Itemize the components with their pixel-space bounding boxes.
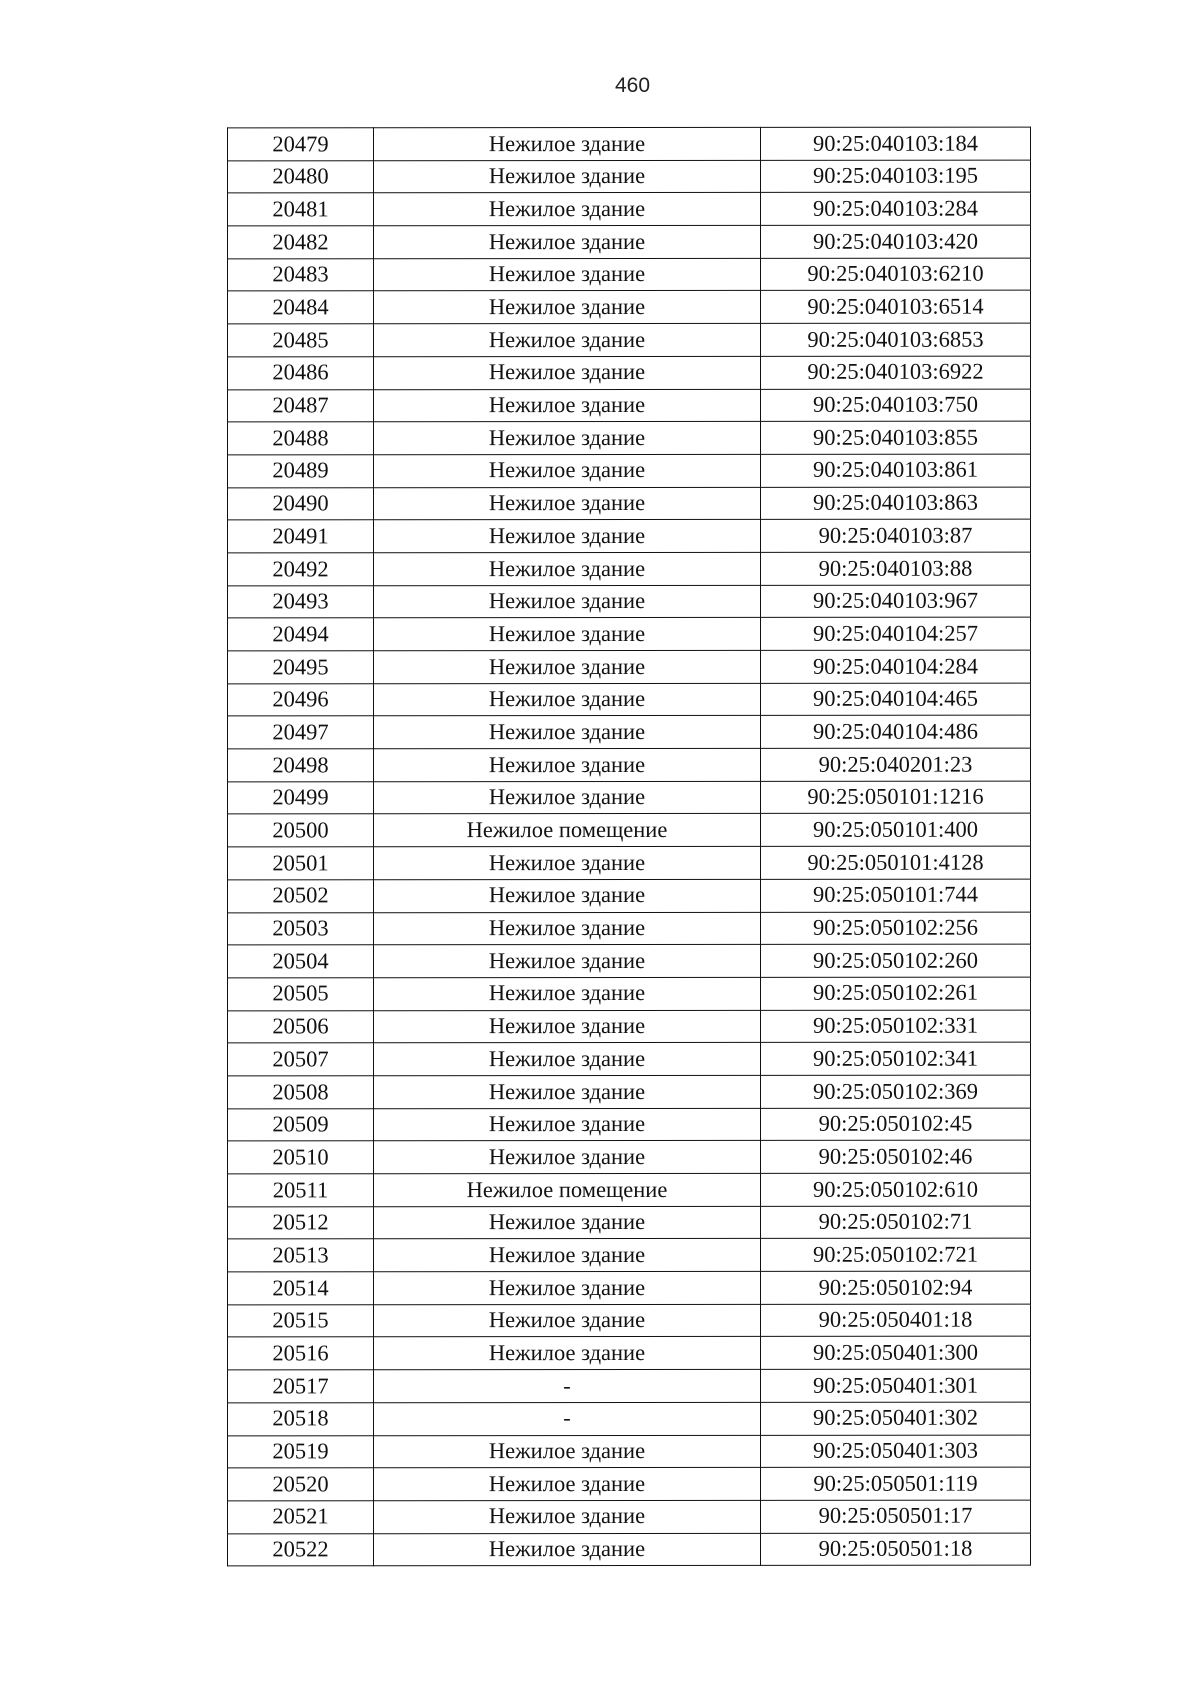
object-type-cell: Нежилое здание [374,552,761,585]
row-number-cell: 20483 [228,259,374,292]
cadastral-number-cell: 90:25:050102:94 [761,1271,1031,1304]
object-type-cell: Нежилое здание [374,1108,761,1141]
table-row [228,552,1031,586]
row-number-cell: 20485 [228,324,374,357]
table-row [228,1402,1031,1436]
object-type-cell: Нежилое здание [374,1206,761,1239]
cadastral-number-cell: 90:25:050401:301 [761,1369,1031,1402]
cadastral-number-cell: 90:25:050102:45 [761,1108,1031,1141]
table-row [228,1108,1031,1142]
object-type-cell: Нежилое здание [374,160,761,193]
table-row [228,1173,1031,1207]
row-number-cell: 20517 [228,1370,374,1403]
object-type-cell: Нежилое помещение [374,814,761,847]
cadastral-number-cell: 90:25:040103:6853 [761,323,1031,356]
row-number-cell: 20494 [228,618,374,651]
row-number-cell: 20488 [228,422,374,455]
object-type-cell: Нежилое здание [374,912,761,945]
row-number-cell: 20522 [228,1533,374,1566]
cadastral-number-cell: 90:25:040103:184 [761,127,1031,160]
row-number-cell: 20521 [228,1501,374,1534]
object-type-cell: Нежилое здание [374,258,761,291]
table-row [228,1140,1031,1174]
row-number-cell: 20515 [228,1305,374,1338]
cadastral-number-cell: 90:25:050501:18 [761,1533,1031,1566]
object-type-cell: Нежилое здание [374,1500,761,1533]
row-number-cell: 20487 [228,389,374,422]
cadastral-number-cell: 90:25:050102:261 [761,977,1031,1010]
cadastral-number-cell: 90:25:040103:855 [761,421,1031,454]
table-row [228,1042,1031,1076]
row-number-cell: 20491 [228,520,374,553]
cadastral-number-cell: 90:25:050102:331 [761,1010,1031,1043]
cadastral-number-cell: 90:25:040103:6514 [761,291,1031,324]
cadastral-number-cell: 90:25:050101:1216 [761,781,1031,814]
row-number-cell: 20506 [228,1010,374,1043]
object-type-cell: Нежилое здание [374,1337,761,1370]
cadastral-number-cell: 90:25:050102:46 [761,1140,1031,1173]
table-row [228,617,1031,651]
table-row [228,291,1031,325]
table-row [228,1075,1031,1109]
row-number-cell: 20503 [228,912,374,945]
row-number-cell: 20512 [228,1206,374,1239]
object-type-cell: Нежилое здание [374,291,761,324]
object-type-cell: Нежилое здание [374,748,761,781]
row-number-cell: 20492 [228,553,374,586]
row-number-cell: 20510 [228,1141,374,1174]
object-type-cell: Нежилое помещение [374,1173,761,1206]
table-row [228,585,1031,619]
cadastral-number-cell: 90:25:040103:87 [761,519,1031,552]
row-number-cell: 20514 [228,1272,374,1305]
object-type-cell: Нежилое здание [374,650,761,683]
object-type-cell: Нежилое здание [374,977,761,1010]
row-number-cell: 20518 [228,1403,374,1436]
object-type-cell: Нежилое здание [374,879,761,912]
cadastral-number-cell: 90:25:040103:195 [761,160,1031,193]
object-type-cell: Нежилое здание [374,846,761,879]
table-row [228,323,1031,357]
object-type-cell: Нежилое здание [374,1435,761,1468]
table-row [228,421,1031,455]
row-number-cell: 20497 [228,716,374,749]
table-row [228,389,1031,423]
table-row [228,846,1031,880]
table-row [228,1238,1031,1272]
cadastral-number-cell: 90:25:050401:18 [761,1304,1031,1337]
row-number-cell: 20490 [228,487,374,520]
table-row [228,1010,1031,1044]
table-row [228,1271,1031,1305]
table-row [228,748,1031,782]
object-type-cell: Нежилое здание [374,323,761,356]
object-type-cell: Нежилое здание [374,356,761,389]
object-type-cell: Нежилое здание [374,945,761,978]
row-number-cell: 20499 [228,782,374,815]
object-type-cell: Нежилое здание [374,716,761,749]
row-number-cell: 20519 [228,1435,374,1468]
cadastral-number-cell: 90:25:040103:88 [761,552,1031,585]
row-number-cell: 20520 [228,1468,374,1501]
row-number-cell: 20498 [228,749,374,782]
row-number-cell: 20496 [228,683,374,716]
table-row [228,1467,1031,1501]
object-type-cell: Нежилое здание [374,1468,761,1501]
object-type-cell: Нежилое здание [374,1239,761,1272]
table-row [228,912,1031,946]
object-type-cell: Нежилое здание [374,1075,761,1108]
row-number-cell: 20513 [228,1239,374,1272]
cadastral-number-cell: 90:25:040104:486 [761,715,1031,748]
row-number-cell: 20486 [228,357,374,390]
cadastral-number-cell: 90:25:050102:369 [761,1075,1031,1108]
table-row [228,944,1031,978]
row-number-cell: 20508 [228,1076,374,1109]
table-row [228,781,1031,815]
row-number-cell: 20479 [228,128,374,161]
object-type-cell: Нежилое здание [374,1533,761,1566]
property-registry-table [227,127,1031,1567]
cadastral-number-cell: 90:25:040103:6210 [761,258,1031,291]
row-number-cell: 20511 [228,1174,374,1207]
cadastral-number-cell: 90:25:050501:119 [761,1467,1031,1500]
cadastral-number-cell: 90:25:040104:284 [761,650,1031,683]
object-type-cell: Нежилое здание [374,520,761,553]
table-row [228,127,1031,161]
cadastral-number-cell: 90:25:050102:610 [761,1173,1031,1206]
cadastral-number-cell: 90:25:040103:750 [761,389,1031,422]
row-number-cell: 20493 [228,585,374,618]
cadastral-number-cell: 90:25:050101:400 [761,814,1031,847]
cadastral-number-cell: 90:25:040104:257 [761,617,1031,650]
object-type-cell: Нежилое здание [374,781,761,814]
table-row [228,1533,1031,1567]
table-row [228,487,1031,521]
table-row [228,683,1031,717]
table-row [228,977,1031,1011]
row-number-cell: 20501 [228,847,374,880]
object-type-cell: Нежилое здание [374,422,761,455]
row-number-cell: 20507 [228,1043,374,1076]
table-row [228,519,1031,553]
cadastral-number-cell: 90:25:050102:341 [761,1042,1031,1075]
object-type-cell: - [374,1402,761,1435]
row-number-cell: 20482 [228,226,374,259]
cadastral-number-cell: 90:25:040201:23 [761,748,1031,781]
object-type-cell: Нежилое здание [374,225,761,258]
row-number-cell: 20504 [228,945,374,978]
object-type-cell: Нежилое здание [374,683,761,716]
cadastral-number-cell: 90:25:050501:17 [761,1500,1031,1533]
row-number-cell: 20502 [228,880,374,913]
cadastral-number-cell: 90:25:040103:967 [761,585,1031,618]
object-type-cell: Нежилое здание [374,1010,761,1043]
object-type-cell: Нежилое здание [374,585,761,618]
cadastral-number-cell: 90:25:040103:861 [761,454,1031,487]
object-type-cell: Нежилое здание [374,1271,761,1304]
object-type-cell: Нежилое здание [374,1043,761,1076]
cadastral-number-cell: 90:25:050401:303 [761,1435,1031,1468]
object-type-cell: Нежилое здание [374,618,761,651]
cadastral-number-cell: 90:25:050101:4128 [761,846,1031,879]
table-row [228,650,1031,684]
cadastral-number-cell: 90:25:040103:863 [761,487,1031,520]
table-row [228,258,1031,292]
object-type-cell: Нежилое здание [374,1141,761,1174]
cadastral-number-cell: 90:25:050102:260 [761,944,1031,977]
object-type-cell: Нежилое здание [374,193,761,226]
object-type-cell: Нежилое здание [374,487,761,520]
table-row [228,454,1031,488]
table-row [228,356,1031,390]
table-row [228,192,1031,226]
table-body [228,127,1031,1566]
object-type-cell: - [374,1369,761,1402]
table-row [228,225,1031,259]
row-number-cell: 20481 [228,193,374,226]
row-number-cell: 20505 [228,978,374,1011]
row-number-cell: 20500 [228,814,374,847]
table-row [228,814,1031,848]
table-row [228,1500,1031,1534]
cadastral-number-cell: 90:25:050101:744 [761,879,1031,912]
cadastral-number-cell: 90:25:040103:420 [761,225,1031,258]
cadastral-number-cell: 90:25:050102:71 [761,1206,1031,1239]
table-row [228,1206,1031,1240]
page-number: 460 [614,74,651,97]
row-number-cell: 20489 [228,455,374,488]
cadastral-number-cell: 90:25:050102:721 [761,1238,1031,1271]
cadastral-number-cell: 90:25:040104:465 [761,683,1031,716]
object-type-cell: Нежилое здание [374,127,761,160]
table-row [228,1337,1031,1371]
table-row [228,715,1031,749]
row-number-cell: 20516 [228,1337,374,1370]
object-type-cell: Нежилое здание [374,389,761,422]
table-row [228,1369,1031,1403]
row-number-cell: 20495 [228,651,374,684]
cadastral-number-cell: 90:25:050401:302 [761,1402,1031,1435]
cadastral-number-cell: 90:25:040103:284 [761,192,1031,225]
table-row [228,1435,1031,1469]
row-number-cell: 20509 [228,1108,374,1141]
cadastral-number-cell: 90:25:050401:300 [761,1337,1031,1370]
row-number-cell: 20484 [228,291,374,324]
object-type-cell: Нежилое здание [374,1304,761,1337]
table-row [228,160,1031,194]
table-row [228,1304,1031,1338]
cadastral-number-cell: 90:25:050102:256 [761,912,1031,945]
cadastral-number-cell: 90:25:040103:6922 [761,356,1031,389]
row-number-cell: 20480 [228,160,374,193]
object-type-cell: Нежилое здание [374,454,761,487]
table-row [228,879,1031,913]
